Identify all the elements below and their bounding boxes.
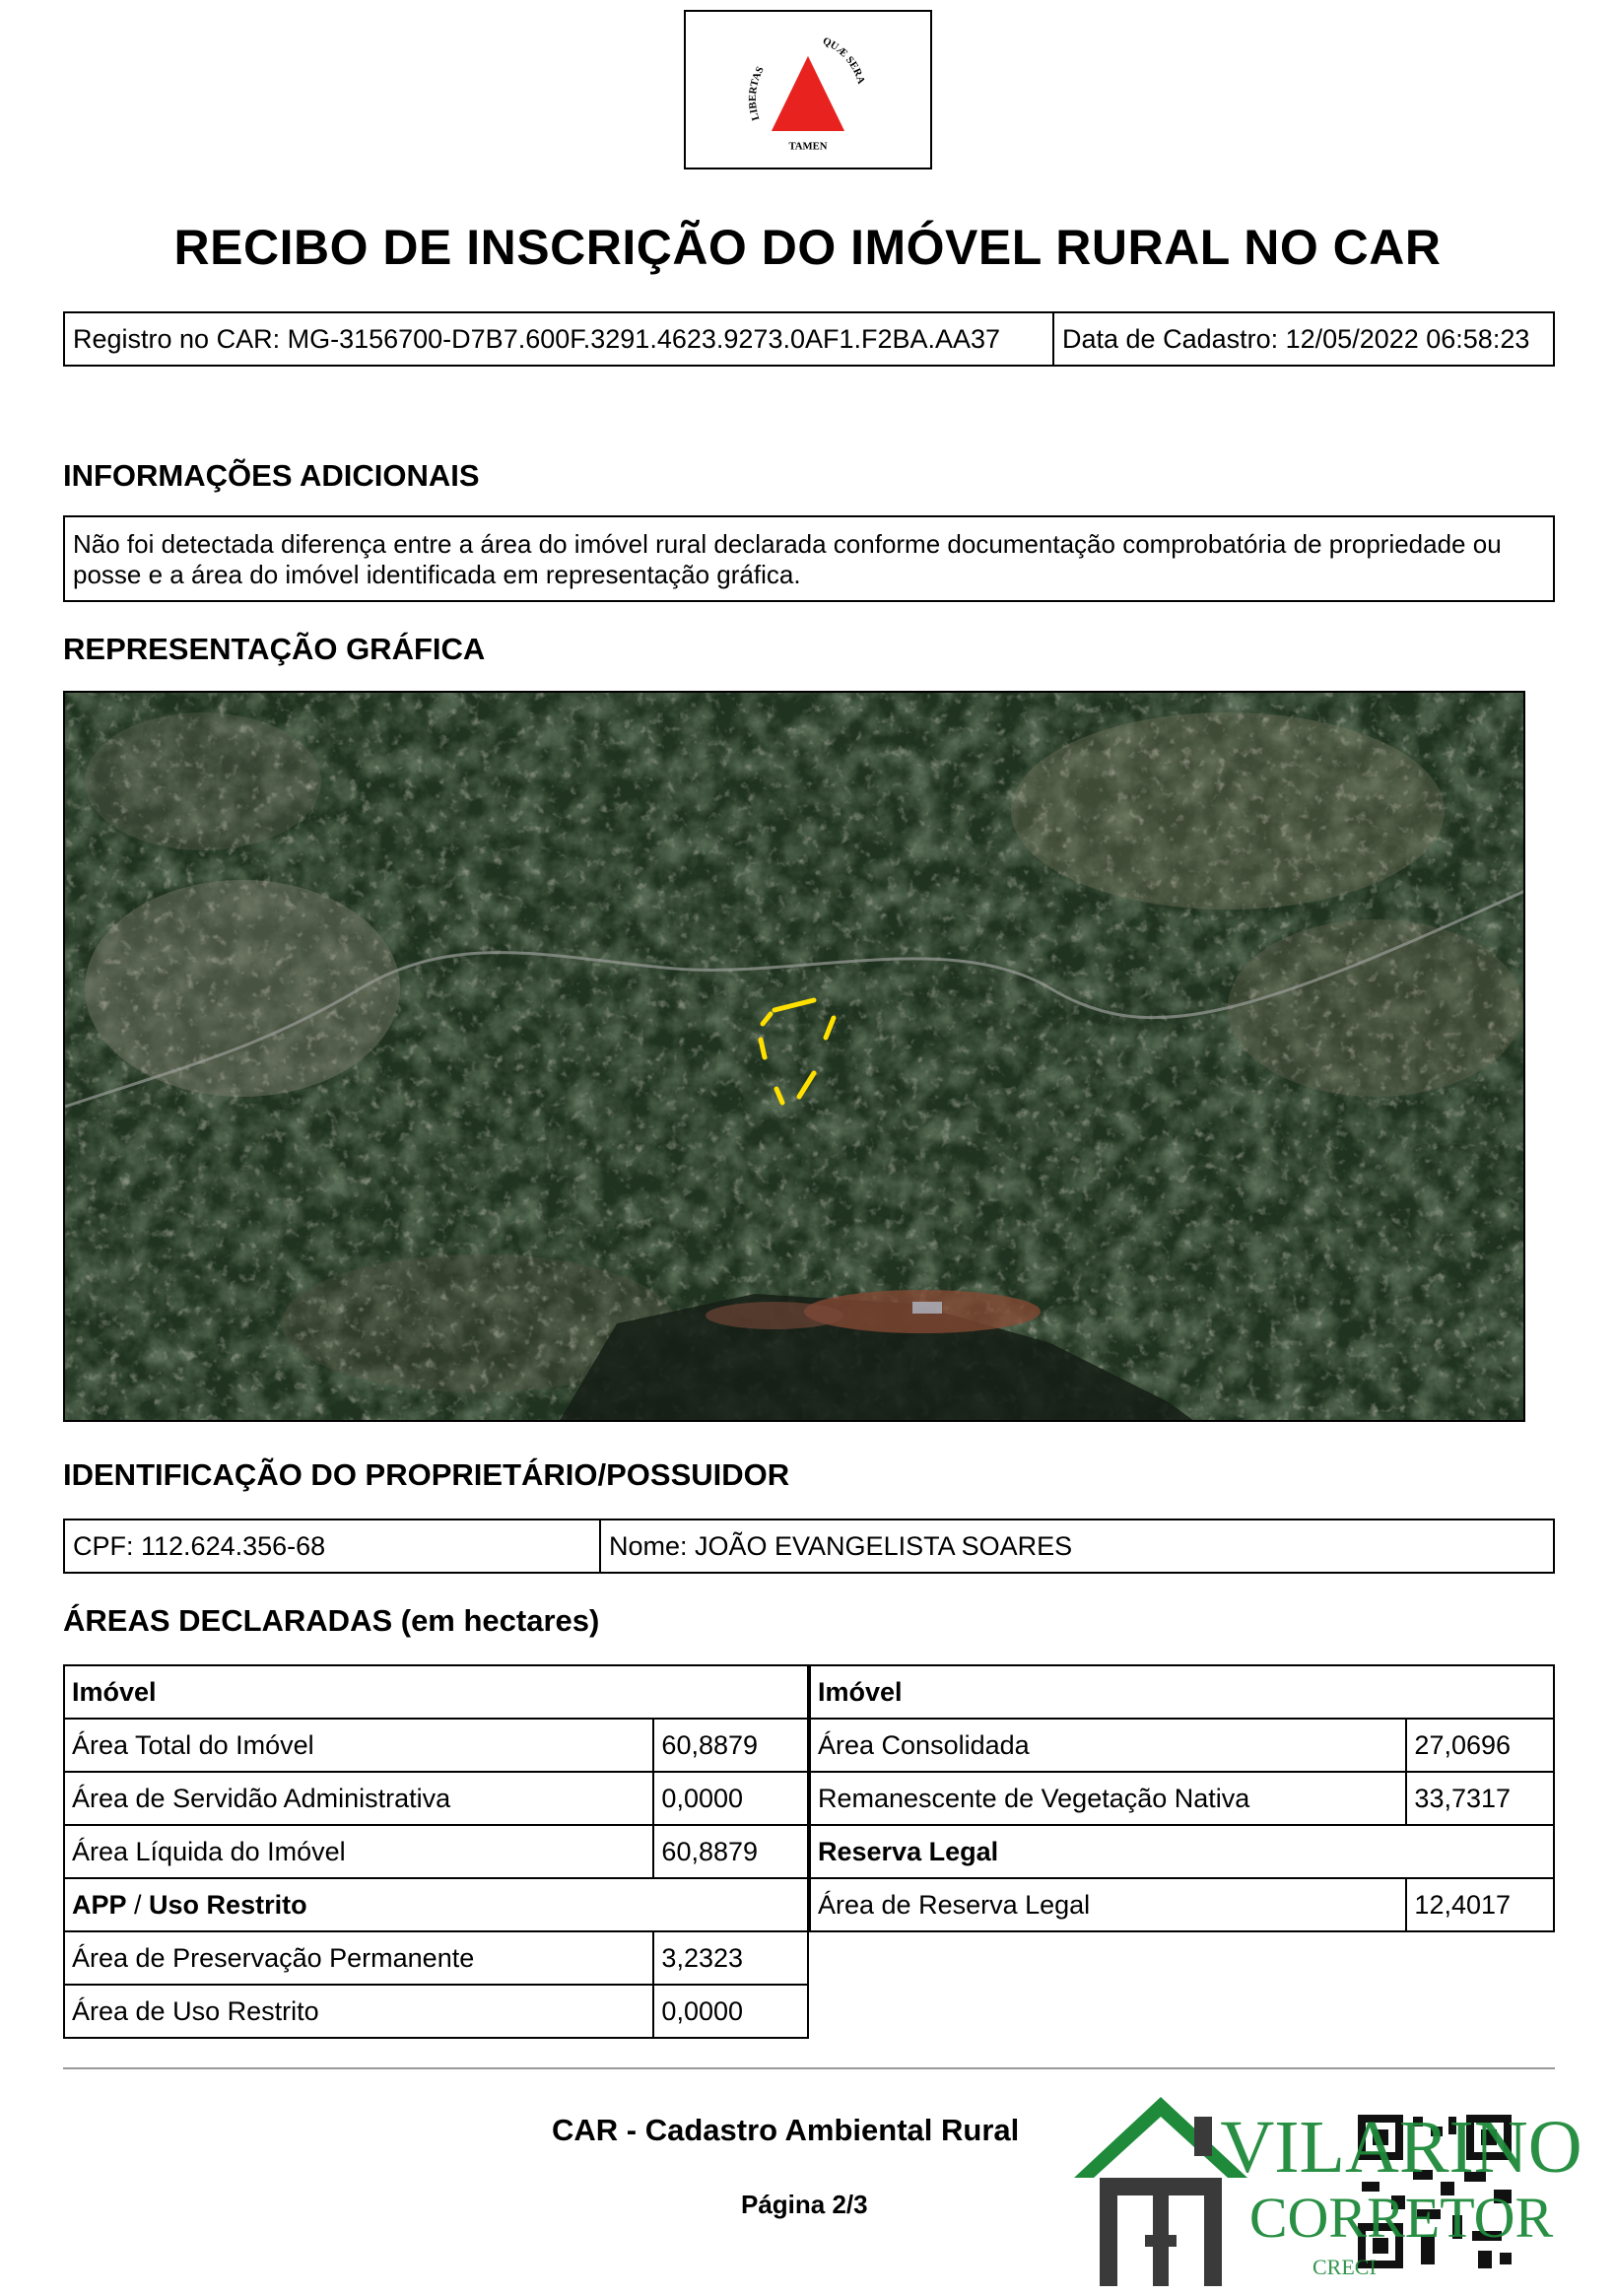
area-total-value: 60,8879 (653, 1719, 808, 1772)
emblem-motto-left: LIBERTAS (746, 64, 767, 122)
area-consolidada-label: Área Consolidada (810, 1719, 1406, 1772)
area-consolidada-value: 27,0696 (1406, 1719, 1554, 1772)
reserva-header: Reserva Legal (810, 1825, 1554, 1878)
registro-box (63, 311, 1555, 367)
svg-text:QUÆ SERA (821, 34, 867, 85)
areas-heading: ÁREAS DECLARADAS (em hectares) (63, 1603, 600, 1638)
satellite-map (63, 691, 1525, 1422)
minas-gerais-emblem (684, 10, 932, 169)
page-title: RECIBO DE INSCRIÇÃO DO IMÓVEL RURAL NO CAR (173, 220, 1442, 275)
informacoes-heading: INFORMAÇÕES ADICIONAIS (63, 458, 480, 493)
logo-line2: CORRETOR (1248, 2186, 1554, 2250)
remanescente-label: Remanescente de Vegetação Nativa (810, 1772, 1406, 1825)
area-uso-label: Área de Uso Restrito (64, 1985, 653, 2038)
imovel-header-right: Imóvel (810, 1665, 1554, 1719)
logo-line1: VILARINO (1220, 2106, 1582, 2189)
table-row (64, 1985, 808, 2038)
table-row (64, 1931, 808, 1985)
table-row (64, 1772, 808, 1825)
footer-divider (63, 2067, 1555, 2069)
areas-table-left (63, 1664, 809, 2039)
table-row (64, 1665, 808, 1719)
proprietario-box (63, 1519, 1555, 1574)
table-row (64, 1719, 808, 1772)
owner-name: Nome: JOÃO EVANGELISTA SOARES (609, 1530, 1073, 1561)
reserva-label: Área de Reserva Legal (810, 1878, 1406, 1931)
car-registration: Registro no CAR: MG-3156700-D7B7.600F.3291.4623.9273.0AF1.F2BA.AA37 (65, 313, 1054, 365)
areas-table-right (809, 1664, 1555, 1932)
area-servidao-label: Área de Servidão Administrativa (64, 1772, 653, 1825)
page-number: Página 2/3 (741, 2190, 868, 2219)
informacoes-text: Não foi detectada diferença entre a área do imóvel rural declarada conforme documentação comprobatória de propriedade ou posse e a área do imóvel identificada em representação gráfica. (63, 515, 1555, 602)
logo-line3: CRECI (1312, 2255, 1377, 2279)
owner-cpf: CPF: 112.624.356-68 (65, 1520, 601, 1572)
area-uso-value: 0,0000 (653, 1985, 808, 2038)
area-liquida-value: 60,8879 (653, 1825, 808, 1878)
area-servidao-value: 0,0000 (653, 1772, 808, 1825)
imovel-header-left: Imóvel (64, 1665, 808, 1719)
table-row (810, 1665, 1554, 1719)
emblem-motto-bottom: TAMEN (788, 140, 828, 153)
footer-title: CAR - Cadastro Ambiental Rural (552, 2113, 1020, 2147)
representacao-heading: REPRESENTAÇÃO GRÁFICA (63, 632, 486, 666)
reserva-value: 12,4017 (1406, 1878, 1554, 1931)
house-logo-icon (1066, 2087, 1598, 2290)
area-app-label: Área de Preservação Permanente (64, 1931, 653, 1985)
registration-date: Data de Cadastro: 12/05/2022 06:58:23 (1062, 323, 1530, 354)
area-liquida-label: Área Líquida do Imóvel (64, 1825, 653, 1878)
satellite-image (65, 693, 1525, 1422)
triangle-emblem-icon (686, 12, 930, 168)
area-total-label: Área Total do Imóvel (64, 1719, 653, 1772)
app-header-sep: / (126, 1889, 150, 1920)
table-row (810, 1719, 1554, 1772)
proprietario-heading: IDENTIFICAÇÃO DO PROPRIETÁRIO/POSSUIDOR (63, 1457, 790, 1492)
table-row (64, 1878, 808, 1931)
app-header (64, 1878, 808, 1931)
table-row (810, 1772, 1554, 1825)
app-header-b: Uso Restrito (149, 1889, 307, 1920)
app-header-a: APP (72, 1889, 127, 1920)
emblem-motto-right: QUÆ SERA (821, 34, 868, 86)
svg-text:LIBERTAS (747, 65, 767, 122)
table-row (64, 1825, 808, 1878)
table-row (810, 1825, 1554, 1878)
remanescente-value: 33,7317 (1406, 1772, 1554, 1825)
vilarino-logo (1066, 2087, 1598, 2290)
area-app-value: 3,2323 (653, 1931, 808, 1985)
table-row (810, 1878, 1554, 1931)
